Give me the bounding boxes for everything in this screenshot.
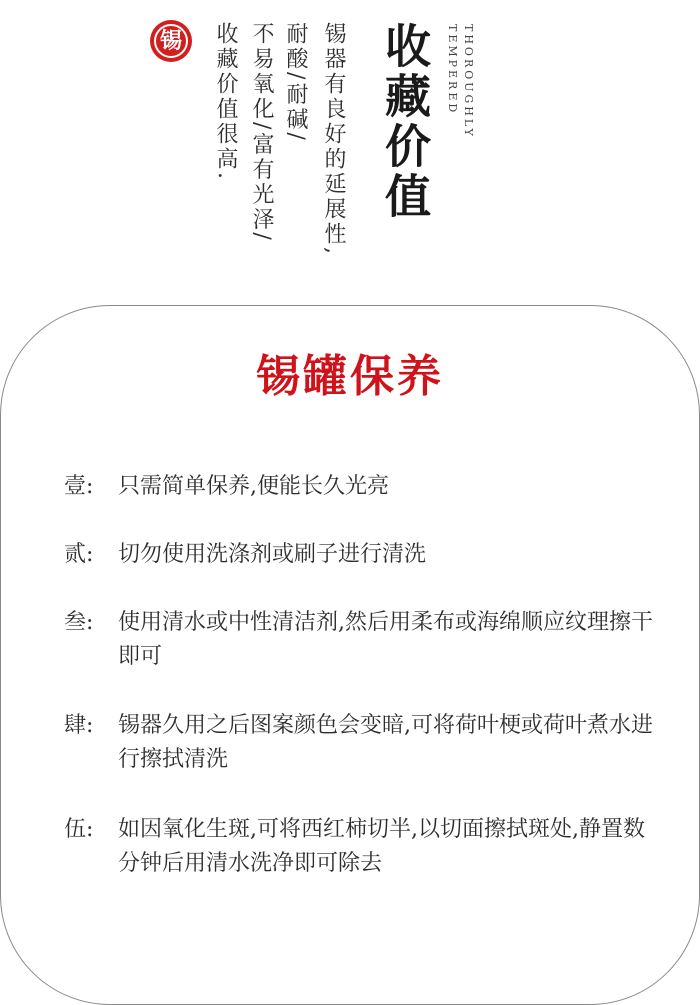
care-item xyxy=(64,606,664,674)
intro-column-4: 收藏价值很高. xyxy=(213,22,238,182)
care-item-text: 锡器久用之后图案颜色会变暗,可将荷叶梗或荷叶煮水进行擦拭清洗 xyxy=(118,713,653,772)
care-item-number: 肆: xyxy=(64,713,94,738)
care-item-text: 只需简单保养,便能长久光亮 xyxy=(118,474,389,499)
seal-character: 锡 xyxy=(159,28,182,54)
care-item-number: 叁: xyxy=(64,610,94,635)
care-item-text: 如因氧化生斑,可将西红柿切半,以切面擦拭斑处,静置数分钟后用清水洗净即可除去 xyxy=(118,817,645,876)
seal-stamp xyxy=(150,20,192,62)
care-item xyxy=(64,470,664,504)
care-item xyxy=(64,813,664,881)
english-subtitle-2: TEMPERED xyxy=(446,24,459,116)
care-item xyxy=(64,538,664,572)
collection-value-title: 收藏价值 xyxy=(378,22,432,222)
care-item-number: 伍: xyxy=(64,817,94,842)
intro-column-1: 锡器有良好的延展性, xyxy=(321,22,346,257)
care-item-text: 切勿使用洗涤剂或刷子进行清洗 xyxy=(118,542,427,567)
intro-column-3: 不易氧化/富有光泽/ xyxy=(249,22,274,243)
care-item-number: 壹: xyxy=(64,474,94,499)
care-section-title: 锡罐保养 xyxy=(256,351,444,402)
intro-column-2: 耐酸/耐碱/ xyxy=(283,22,308,143)
seal-ring xyxy=(154,24,188,58)
english-subtitle-1: THOROUGHLY xyxy=(462,24,475,139)
care-item-text: 使用清水或中性清洁剂,然后用柔布或海绵顺应纹理擦干即可 xyxy=(118,610,653,669)
care-item-number: 贰: xyxy=(64,542,94,567)
care-item xyxy=(64,709,664,777)
